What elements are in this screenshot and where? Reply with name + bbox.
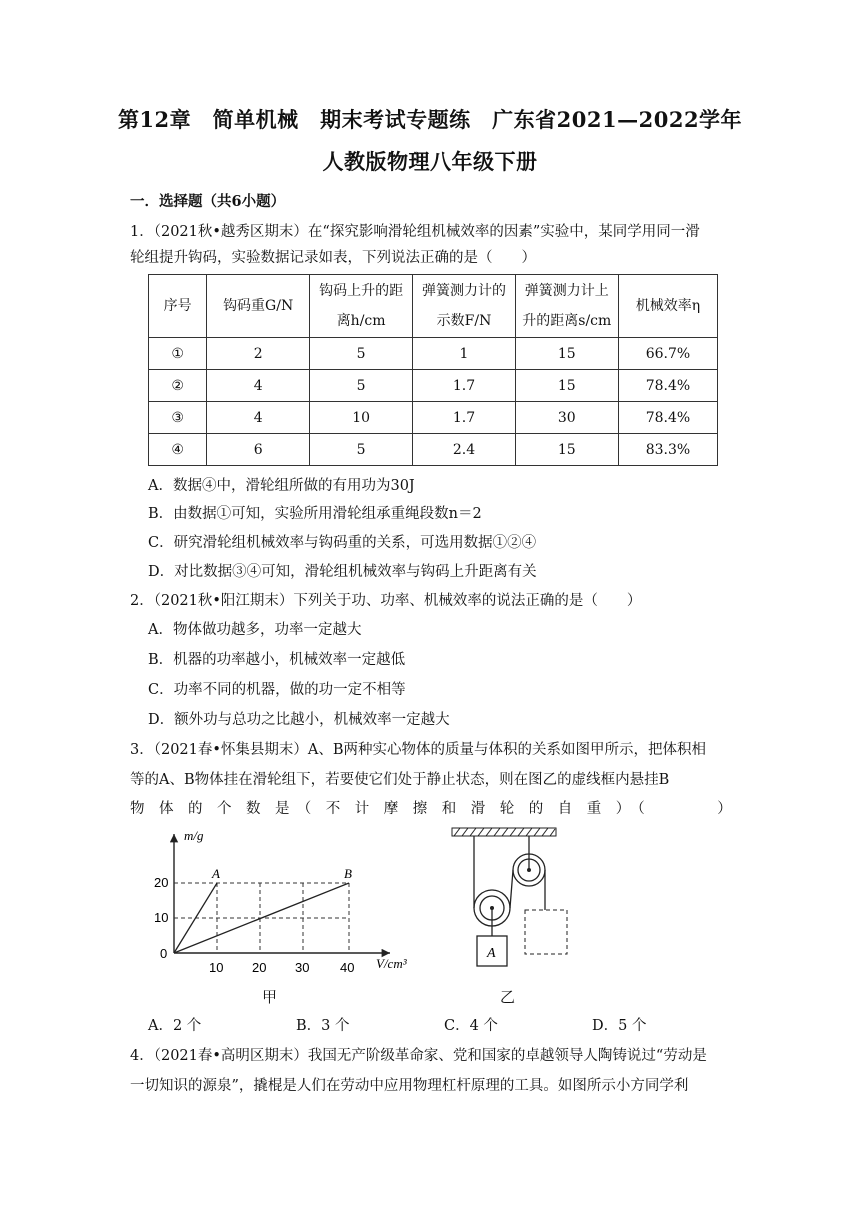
x-axis-label: V/cm³ — [376, 956, 407, 971]
pulley-diagram — [448, 824, 568, 974]
table-header-cell: 机械效率η — [618, 275, 717, 338]
table-cell: 83.3% — [618, 434, 717, 466]
table-cell: 4 — [207, 370, 310, 402]
q1-stem-line1: 1．（2021秋•越秀区期末）在“探究影响滑轮组机械效率的因素”实验中，某同学用同一滑 — [130, 224, 700, 240]
q1-option-d: D．对比数据③④可知，滑轮组机械效率与钩码上升距离有关 — [148, 564, 537, 580]
table-row — [149, 370, 718, 402]
table-cell: 6 — [207, 434, 310, 466]
table-header-cell: 钩码重G/N — [207, 275, 310, 338]
table-header-cell: 弹簧测力计上 升的距离s/cm — [515, 275, 618, 338]
point-b-label: B — [344, 866, 352, 881]
table-header-cell: 序号 — [149, 275, 207, 338]
point-a-label: A — [212, 866, 220, 881]
q3-choice-a: A．2 个 — [148, 1018, 202, 1034]
rope — [510, 870, 513, 908]
q4-stem-line2: 一切知识的源泉”，撬棍是人们在劳动中应用物理杠杆原理的工具。如图所示小方同学利 — [130, 1078, 689, 1094]
x-tick-10: 10 — [209, 960, 224, 975]
y-tick-10: 10 — [154, 910, 169, 925]
table-header-row — [149, 275, 718, 338]
table-cell: 66.7% — [618, 338, 717, 370]
table-cell: 15 — [515, 370, 618, 402]
block-a-label: A — [487, 946, 496, 961]
table-cell: 15 — [515, 338, 618, 370]
table-header-cell: 钩码上升的距 离h/cm — [309, 275, 412, 338]
q2-option-d: D．额外功与总功之比越小，机械效率一定越大 — [148, 712, 450, 728]
page-title-line2: 人教版物理八年级下册 — [322, 149, 538, 174]
table-row — [149, 402, 718, 434]
q2-option-a: A．物体做功越多，功率一定越大 — [148, 622, 362, 638]
q3-choice-c: C．4 个 — [444, 1018, 498, 1034]
origin-label: 0 — [160, 946, 168, 961]
table-cell: 78.4% — [618, 370, 717, 402]
q3-stem-line1: 3．（2021春•怀集县期末）A、B两种实心物体的质量与体积的关系如图甲所示，把体积相 — [130, 742, 707, 758]
table-cell: ③ — [149, 402, 207, 434]
table-cell: 2 — [207, 338, 310, 370]
table-cell: 1 — [413, 338, 515, 370]
q4-stem-line1: 4．（2021春•高明区期末）我国无产阶级革命家、党和国家的卓越领导人陶铸说过“劳动是 — [130, 1048, 707, 1064]
table-cell: 4 — [207, 402, 310, 434]
q1-option-c: C．研究滑轮组机械效率与钩码重的关系，可选用数据①②④ — [148, 535, 537, 551]
q3-stem-line2: 等的A、B物体挂在滑轮组下，若要使它们处于静止状态，则在图乙的虚线框内悬挂B — [130, 772, 670, 788]
q2-option-c: C．功率不同的机器，做的功一定不相等 — [148, 682, 406, 698]
table-cell: ① — [149, 338, 207, 370]
section-heading: 一．选择题（共6小题） — [130, 193, 286, 210]
table-cell: 5 — [309, 338, 412, 370]
table-cell: 1.7 — [413, 402, 515, 434]
table-cell: 5 — [309, 434, 412, 466]
table-cell: 10 — [309, 402, 412, 434]
q1-option-b: B．由数据①可知，实验所用滑轮组承重绳段数n＝2 — [148, 506, 482, 522]
q3-choice-d: D．5 个 — [592, 1018, 647, 1034]
q1-data-table — [148, 274, 718, 466]
dashed-box — [525, 910, 567, 954]
x-tick-20: 20 — [252, 960, 267, 975]
table-cell: 2.4 — [413, 434, 515, 466]
y-axis-label: m/g — [184, 828, 204, 843]
table-row — [149, 434, 718, 466]
q1-stem-line2: 轮组提升钩码，实验数据记录如表，下列说法正确的是（ ） — [130, 250, 536, 266]
ceiling-hatching — [454, 828, 555, 836]
x-tick-30: 30 — [295, 960, 310, 975]
table-cell: 15 — [515, 434, 618, 466]
figure-jia-label: 甲 — [262, 988, 278, 1006]
table-cell: 5 — [309, 370, 412, 402]
table-cell: ④ — [149, 434, 207, 466]
q3-choice-b: B．3 个 — [296, 1018, 350, 1034]
page-title-line1: 第12章 简单机械 期末考试专题练 广东省2021—2022学年 — [117, 107, 743, 132]
q1-option-a: A．数据④中，滑轮组所做的有用功为30J — [148, 478, 415, 494]
table-cell: 78.4% — [618, 402, 717, 434]
table-cell: 30 — [515, 402, 618, 434]
table-row — [149, 338, 718, 370]
q2-stem: 2．（2021秋•阳江期末）下列关于功、功率、机械效率的说法正确的是（ ） — [130, 593, 642, 609]
q2-option-b: B．机器的功率越小，机械效率一定越低 — [148, 652, 406, 668]
y-tick-20: 20 — [154, 875, 169, 890]
q3-stem-line3: 物 体 的 个 数 是 （ 不 计 摩 擦 和 滑 轮 的 自 重 ） （ ） — [130, 801, 732, 817]
mass-volume-graph — [150, 826, 420, 976]
table-cell: ② — [149, 370, 207, 402]
table-header-cell: 弹簧测力计的 示数F/N — [413, 275, 515, 338]
table-cell: 1.7 — [413, 370, 515, 402]
x-tick-40: 40 — [340, 960, 355, 975]
figure-yi-label: 乙 — [500, 988, 516, 1006]
